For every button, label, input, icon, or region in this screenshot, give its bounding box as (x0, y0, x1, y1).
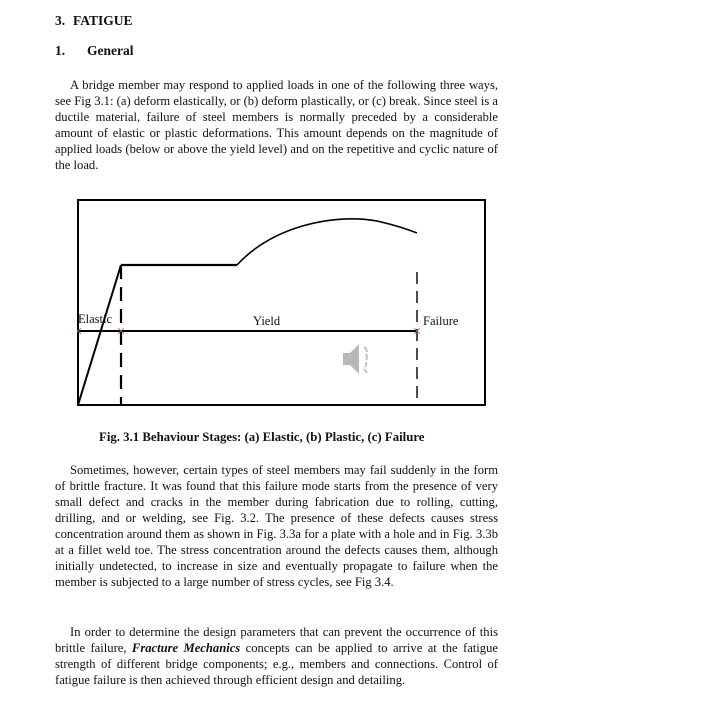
section-title: General (87, 43, 134, 58)
yield-label: Yield (253, 314, 281, 328)
paragraph-intro: A bridge member may respond to applied loads in one of the following three ways, see Fig 3.1: (a) deform elastically, or (b) deform plastically, or (c) break. Since steel is a ductile material, failure of steel members is normally preceded by a considerable amount of elastic or plastic deformations. This amount depends on the magnitude of applied loads (below or above the yield level) and on the repetitive and cyclic nature of the load. (55, 78, 498, 172)
chapter-title: FATIGUE (73, 13, 133, 28)
chapter-number: 3. (55, 13, 66, 28)
paragraph-fracture-mechanics (55, 624, 498, 688)
failure-label: Failure (423, 314, 459, 328)
fracture-mechanics-emphasis: Fracture Mechanics (131, 641, 241, 655)
speaker-icon[interactable] (339, 339, 379, 379)
behaviour-stages-figure (77, 199, 486, 406)
elastic-label: Elastic (78, 312, 113, 326)
section-heading (55, 43, 134, 59)
chapter-heading (55, 13, 133, 29)
figure-caption: Fig. 3.1 Behaviour Stages: (a) Elastic, (b) Plastic, (c) Failure (99, 430, 425, 444)
elastic-line (78, 265, 121, 405)
strain-hardening-curve (237, 219, 417, 265)
p3-text-before: In order to determine the design parameters that can prevent the occurrence of this brittle failure, (55, 625, 498, 655)
stress-strain-diagram (77, 199, 486, 406)
figure-frame (78, 200, 485, 405)
p3-text-after: concepts can be applied to arrive at the fatigue strength of different bridge components; e.g., members and connections. Control of fatigue failure is then achieved through efficient design and detailing. (55, 641, 498, 687)
section-number: 1. (55, 43, 66, 58)
paragraph-brittle-fracture: Sometimes, however, certain types of steel members may fail suddenly in the form of brittle fracture. It was found that this failure mode starts from the presence of very small defect and cracks in the member during fabrication due to rolling, cutting, drilling, and or welding, see Fig. 3.2. The presence of these defects causes stress concentration around them as shown in Fig. 3.3a for a plate with a hole and in Fig. 3.3b at a fillet weld toe. The stress concentration around the defects causes them, although initially undetected, to increase in size and eventually propagate to failure when the member is subjected to a large number of stress cycles, see Fig 3.4. (55, 463, 498, 589)
